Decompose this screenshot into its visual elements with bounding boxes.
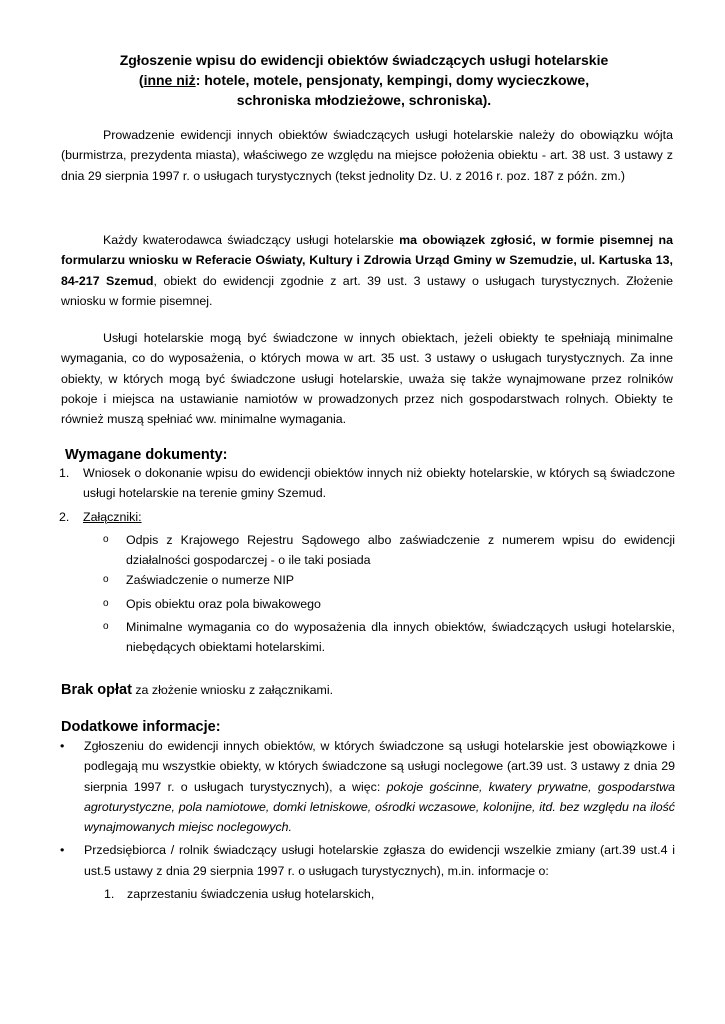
attachment-item xyxy=(59,594,675,614)
paragraph-2-bold: ma obowiązek zgłosić, w formie pisemnej na formularzu wniosku w Referacie Oświaty, Kultury i Zdrowia Urząd Gminy w Szemudzie, ul. Kartuska 13, 84-217 Szemud xyxy=(61,233,674,288)
attachments-label: Załączniki: xyxy=(83,509,142,524)
circle-bullet-icon: o xyxy=(103,574,109,586)
additional-item xyxy=(59,736,675,837)
fees-bold: Brak opłat xyxy=(61,682,132,698)
changes-item xyxy=(59,884,675,904)
additional-list xyxy=(59,736,675,904)
paragraph-1-text: Prowadzenie ewidencji innych obiektów świadczących usługi hotelarskie należy do obowiązku wójta (burmistrza, prezydenta miasta), właściwego ze względu na miejsce położenia obiektu - art. 38 ust. 3 ustawy z dnia 29 sierpnia 1997 r. o usługach turystycznych (tekst jednolity Dz. U. z 2016 r. poz. 187 z późn. zm.) xyxy=(61,128,673,183)
bullet-icon: • xyxy=(60,843,65,858)
additional-heading: Dodatkowe informacje: xyxy=(61,719,221,735)
paragraph-1 xyxy=(61,125,673,186)
title-line-2 xyxy=(60,70,668,90)
fees-rest: za złożenie wniosku z załącznikami. xyxy=(131,683,334,697)
circle-bullet-icon: o xyxy=(103,621,109,633)
changes-item-number: 1. xyxy=(104,887,115,902)
circle-bullet-icon: o xyxy=(103,533,109,545)
documents-heading: Wymagane dokumenty: xyxy=(65,447,228,463)
documents-item-number: 2. xyxy=(59,509,70,524)
title-line-2-rest: : hotele, motele, pensjonaty, kempingi, domy wycieczkowe, xyxy=(195,72,590,88)
documents-item-text: Wniosek o dokonanie wpisu do ewidencji obiektów innych niż obiekty hotelarskie, w których są świadczone usługi hotelarskie na terenie gminy Szemud. xyxy=(83,466,675,501)
title-underlined: inne niż xyxy=(143,72,196,88)
paragraph-3-text: Usługi hotelarskie mogą być świadczone w innych obiektach, jeżeli obiekty te spełniają minimalne wymagania, co do wyposażenia, o których mowa w art. 35 ust. 3 ustawy o usługach turystycznych. Za inne obiekty, w których mogą być świadczone usługi hotelarskie, uważa się także wynajmowane przez rolników pokoje i miejsca na ustawianie namiotów w prowadzonych przez nich gospodarstwach rolnych. Obiekty te również muszą spełniać ww. minimalne wymagania. xyxy=(61,331,673,427)
attachment-text: Minimalne wymagania co do wyposażenia dla innych obiektów, świadczących usługi hotelarskie, niebędących obiektami hotelarskimi. xyxy=(126,620,675,655)
documents-list xyxy=(59,463,675,658)
attachment-text: Zaświadczenie o numerze NIP xyxy=(126,573,295,588)
additional-item-1-italic: pokoje gościnne, kwatery prywatne, gospodarstwa agroturystyczne, pola namiotowe, domki letniskowe, ośrodki wczasowe, kolonijne, itd. bez względu na ilość wynajmowanych miejsc noclegowych. xyxy=(84,779,675,835)
title-paren: ( xyxy=(138,72,144,88)
attachment-item xyxy=(59,570,675,590)
circle-bullet-icon: o xyxy=(103,597,109,609)
document-title xyxy=(60,50,668,110)
attachment-item xyxy=(59,530,675,571)
attachment-text: Odpis z Krajowego Rejestru Sądowego albo zaświadczenie z numerem wpisu do ewidencji działalności gospodarczej - o ile taki posiada xyxy=(126,532,675,568)
changes-item-text: zaprzestaniu świadczenia usług hotelarskich, xyxy=(127,887,375,902)
additional-item-2-text: Przedsiębiorca / rolnik świadczący usługi hotelarskie zgłasza do ewidencji wszelkie zmiany (art.39 ust.4 i ust.5 ustawy z dnia 29 sierpnia 1997 r. o usługach turystycznych), m.in. informacje o: xyxy=(84,843,675,878)
bullet-icon: • xyxy=(60,739,65,753)
documents-item-number: 1. xyxy=(59,466,70,480)
paragraph-3 xyxy=(61,328,673,429)
additional-item xyxy=(59,840,675,881)
paragraph-2-before: Każdy kwaterodawca świadczący usługi hotelarskie xyxy=(103,233,400,247)
attachment-text: Opis obiektu oraz pola biwakowego xyxy=(126,596,321,611)
documents-item xyxy=(59,463,675,504)
attachment-item xyxy=(59,617,675,658)
additional-item-1-text: Zgłoszeniu do ewidencji innych obiektów, w których świadczone są usługi hotelarskie jest obowiązkowe i podlegają mu wszystkie obiekty, w których świadczone są usługi noclegowe (art.39 ust. 3 ustawy z dnia 29 sierpnia 1997 r. o usługach turystycznych), a więc: xyxy=(84,739,675,794)
documents-item xyxy=(59,507,675,527)
title-line-3: schroniska młodzieżowe, schroniska). xyxy=(236,92,492,108)
paragraph-2 xyxy=(61,230,673,311)
fees-line xyxy=(61,682,333,698)
title-line-1: Zgłoszenie wpisu do ewidencji obiektów świadczących usługi hotelarskie xyxy=(119,52,609,68)
paragraph-2-after: , obiekt do ewidencji zgodnie z art. 39 ust. 3 ustawy o usługach turystycznych. Złożenie wniosku w formie pisemnej. xyxy=(61,273,673,308)
